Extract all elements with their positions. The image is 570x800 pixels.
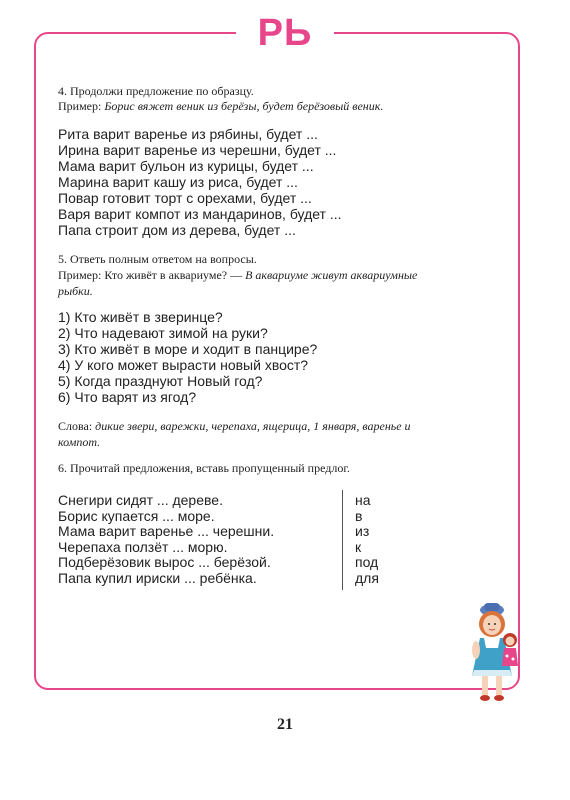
list-item: под <box>355 554 379 570</box>
list-item: Мама варит бульон из курицы, будет ... <box>58 158 314 174</box>
task-5-title: 5. Ответь полным ответом на вопросы. <box>58 252 257 266</box>
page-number: 21 <box>277 716 293 733</box>
example-answer: В аквариуме живут аквариумные рыбки. <box>58 268 418 298</box>
list-item: Снегири сидят ... дереве. <box>58 492 223 508</box>
words-label: Слова: <box>58 419 93 433</box>
list-item: Черепаха ползёт ... морю. <box>58 538 228 555</box>
girl-with-doll-illustration <box>462 598 526 706</box>
list-item: 2) Что надевают зимой на руки? <box>58 325 268 341</box>
list-item: 1) Кто живёт в зверинце? <box>58 309 223 325</box>
list-item: Папа купил ириски ... ребёнка. <box>58 569 257 586</box>
task-6-prepositions <box>355 493 379 586</box>
task-4-title: 4. Продолжи предложение по образцу. <box>58 84 254 98</box>
list-item: из <box>355 523 370 539</box>
list-item: Подберёзовик вырос ... берёзой. <box>58 554 271 570</box>
words-text: дикие звери, варежки, черепаха, ящерица, 1 января, варенье и компот. <box>58 419 411 449</box>
list-item: Борис купается ... море. <box>58 507 215 524</box>
list-item: Варя варит компот из мандаринов, будет ... <box>58 206 342 222</box>
list-item: Марина варит кашу из риса, будет ... <box>58 174 298 190</box>
list-item: Повар готовит торт с орехами, будет ... <box>58 190 312 206</box>
list-item: 6) Что варят из ягод? <box>58 389 197 405</box>
list-item: Папа строит дом из дерева, будет ... <box>58 222 296 238</box>
list-item: к <box>355 538 362 555</box>
list-item: Рита варит варенье из рябины, будет ... <box>58 126 318 142</box>
task-4-example <box>58 99 383 114</box>
list-item: 4) У кого может вырасти новый хвост? <box>58 357 309 373</box>
task-6-sentences <box>58 493 274 586</box>
list-item: Мама варит варенье ... черешни. <box>58 523 275 539</box>
task-6-title: 6. Прочитай предложения, вставь пропущенный предлог. <box>58 461 350 475</box>
list-item: 3) Кто живёт в море и ходит в панцире? <box>58 341 318 357</box>
example-label: Пример: <box>58 268 102 282</box>
list-item: в <box>355 507 363 524</box>
task-5-questions <box>58 309 317 405</box>
list-item: на <box>355 492 371 508</box>
list-item: 5) Когда празднуют Новый год? <box>58 373 263 389</box>
column-divider <box>342 490 343 590</box>
example-question: Кто живёт в аквариуме? — <box>104 268 243 282</box>
page-title: РЬ <box>236 13 334 53</box>
task-5-example <box>58 267 448 299</box>
list-item: для <box>355 569 379 586</box>
example-text: Борис вяжет веник из берёзы, будет берёзовый веник. <box>104 99 384 113</box>
task-5-words <box>58 418 448 450</box>
list-item: Ирина варит варенье из черешни, будет ... <box>58 142 337 158</box>
task-4-lines <box>58 126 342 238</box>
example-label: Пример: <box>58 99 102 113</box>
